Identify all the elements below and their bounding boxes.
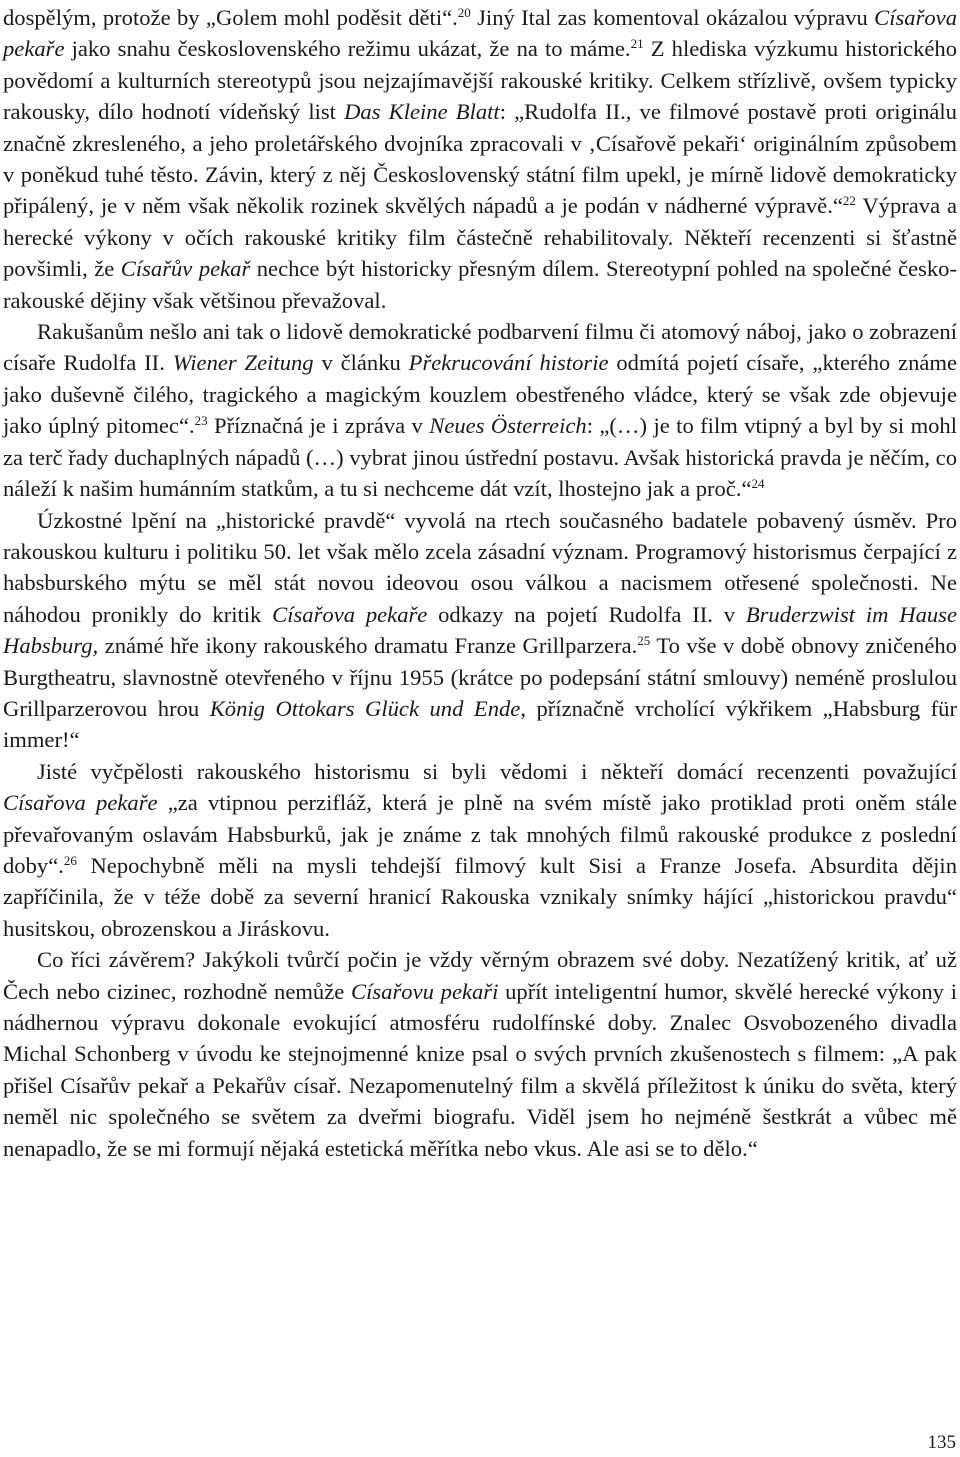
text-run: nechce být historicky přesným dílem. Stereotypní pohled na společné česko-rakouské dějiny však většinou převažoval. [3,256,957,313]
text-run: odmítá pojetí císaře, „kterého známe jako duševně čilého, tragického a magickým kouzlem obestřeného vládce, který se však zde objevuje jako úplný pitomec“. [3,350,958,439]
text-run: Jiný Ital zas komentoval okázalou výpravu [470,5,875,30]
italic-title: Císařova pekaře [272,601,428,627]
paragraph [3,505,957,756]
text-run: známé hře ikony rakouského dramatu Franze Grillparzera. [98,633,638,659]
paragraph [3,756,957,944]
footnote-ref: 23 [194,413,208,429]
footnote-ref: 20 [457,5,471,20]
italic-title: Das Kleine Blatt [344,99,500,125]
italic-title: Císařova pekaře [3,5,958,62]
italic-title: Císařův pekař [120,256,251,282]
text-run: jako snahu československého režimu ukázat, že na to máme. [64,36,631,62]
text-run: , příznačně vrcholící výkřikem „Habsburg für immer!“ [3,695,957,753]
paragraph [3,316,957,504]
text-run: Příznačná je i zpráva v [207,413,430,439]
text-run: Co říci závěrem? Jakýkoli tvůrčí počin je vždy věrným obrazem své doby. Nezatížený kritik, ať už Čech nebo cizinec, rozhodně nemůže [3,947,957,1004]
italic-title: König Ottokars Glück und Ende [209,695,521,721]
text-run: Jisté vyčpělosti rakouského historismu si byli vědomi i někteří domácí recenzenti považující [37,758,957,784]
footnote-ref: 22 [842,193,856,209]
text-run: dospělým, protože by „Golem mohl poděsit děti“. [3,5,458,30]
text-run: Výprava a herecké výkony v očích rakouské kritiky film částečně rehabilitovaly. Někteří recenzenti si šťastně povšimli, že [3,193,957,282]
text-run: Úzkostné lpění na „historické pravdě“ vyvolá na rtech současného badatele pobavený úsměv. Pro rakouskou kulturu i politiku 50. let však mělo zcela zásadní význam. Programový historismus čerpající z habsburského mýtu se měl stát novou ideovou osou válkou a nacismem otřesené společnosti. Ne náhodou pronikly do kritik [3,507,957,627]
italic-title: Bruderzwist im Hause Habsburg, [3,601,957,659]
page-body-text [3,2,957,1164]
text-run: Rakušanům nešlo ani tak o lidově demokratické podbarvení filmu či atomový náboj, jako o zobrazení císaře Rudolfa II. [3,319,957,376]
paragraph [3,944,957,1164]
text-run: v článku [313,350,409,376]
footnote-ref: 21 [630,36,644,52]
text-run: To vše v době obnovy zničeného Burgtheatru, slavnostně otevřeného v říjnu 1955 (krátce po podepsání státní smlouvy) neméně proslulou Grillparzerovou hrou [3,633,957,721]
text-run: Nepochybně měli na mysli tehdejší filmový kult Sisi a Franze Josefa. Absurdita dějin zapříčinila, že v téže době za severní hranicí Rakouska vznikaly snímky hájící „historickou pravdu“ husitskou, obrozenskou a Jiráskovu. [3,852,957,941]
text-run: upřít inteligentní humor, skvělé herecké výkony i nádhernou výpravu dokonale evokující atmosféru rudolfínské doby. Znalec Osvobozeného divadla Michal Schonberg v úvodu ke stejnojmenné knize psal o svých prvních zkušenostech s filmem: „A pak přišel Císařův pekař a Pekařův císař. Nezapomenutelný film a skvělá příležitost k úniku do světa, který neměl nic společného se světem za dveřmi biografu. Viděl jsem ho nejméně šestkrát a vůbec mě nenapadlo, že se mi formují nějaká estetická měřítka nebo vkus. Ale asi se to dělo.“ [3,978,957,1161]
footnote-ref: 24 [751,476,765,492]
italic-title: Neues Österreich [429,413,587,439]
page-number: 135 [927,1432,956,1453]
footnote-ref: 26 [63,852,77,868]
text-run: odkazy na pojetí Rudolfa II. v [427,601,746,627]
footnote-ref: 25 [637,633,651,649]
paragraph [3,2,957,316]
text-run: : „Rudolfa II., ve filmové postavě proti originálu značně zkresleného, a jeho proletářského dvojníka zpracovali v ‚Císařově pekaři‘ originálním způsobem v poněkud tuhé těsto. Závin, který z něj Československý státní film upekl, je mírně lidově demokraticky připálený, je v něm však několik rozinek skvělých nápadů a je podán v nádherné výpravě.“ [3,99,957,219]
italic-title: Wiener Zeitung [172,350,314,376]
text-run: Z hlediska výzkumu historického povědomí a kulturních stereotypů jsou nejzajímavější rakouské kritiky. Celkem střízlivě, ovšem typicky rakousky, dílo hodnotí vídeňský list [3,36,958,125]
text-run: „za vtipnou perzifláž, která je plně na svém místě jako protiklad proti oněm stále převařovaným oslavám Habsburků, jak je známe z tak mnohých filmů rakouské produkce z poslední doby“. [3,790,957,878]
text-run: : „(…) je to film vtipný a byl by si mohl za terč řady duchaplných nápadů (…) vybrat jinou ústřední postavu. Avšak historická pravda je něčím, co náleží k našim humánním statkům, a tu si nechceme dát vzít, lhostejno jak a proč.“ [3,413,958,502]
italic-title: Císařovu pekaři [351,978,499,1004]
italic-title: Překrucování historie [408,350,609,376]
italic-title: Císařova pekaře [3,790,158,816]
